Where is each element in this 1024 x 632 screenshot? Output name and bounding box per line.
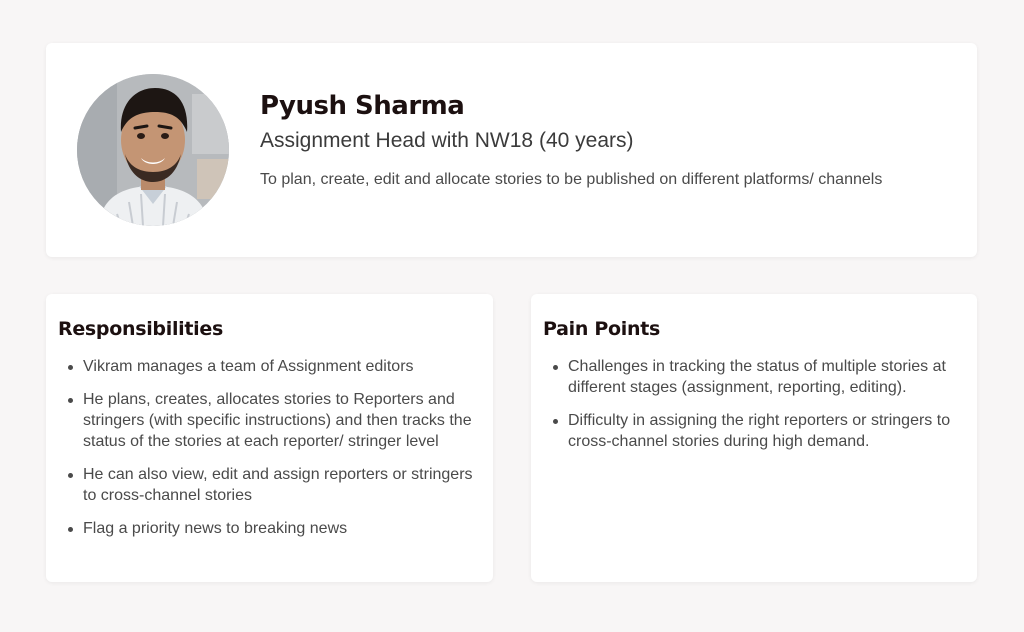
avatar bbox=[77, 74, 229, 226]
responsibilities-card bbox=[46, 294, 493, 582]
persona-role: Assignment Head with NW18 (40 years) bbox=[260, 129, 634, 152]
profile-card bbox=[46, 43, 977, 257]
responsibilities-list bbox=[46, 356, 475, 551]
pain-points-card bbox=[531, 294, 977, 582]
pain-points-list bbox=[531, 356, 960, 464]
list-item: Flag a priority news to breaking news bbox=[83, 518, 475, 539]
list-item: Difficulty in assigning the right reporters or stringers to cross-channel stories during high demand. bbox=[568, 410, 960, 452]
avatar-photo bbox=[77, 74, 229, 226]
list-item: Challenges in tracking the status of multiple stories at different stages (assignment, reporting, editing). bbox=[568, 356, 960, 398]
pain-points-title: Pain Points bbox=[543, 318, 660, 340]
persona-name: Pyush Sharma bbox=[260, 91, 465, 121]
persona-description: To plan, create, edit and allocate stories to be published on different platforms/ channels bbox=[260, 171, 883, 188]
list-item: He plans, creates, allocates stories to Reporters and stringers (with specific instructions) and then tracks the status of the stories at each reporter/ stringer level bbox=[83, 389, 475, 452]
responsibilities-title: Responsibilities bbox=[58, 318, 223, 340]
list-item: He can also view, edit and assign reporters or stringers to cross-channel stories bbox=[83, 464, 475, 506]
list-item: Vikram manages a team of Assignment editors bbox=[83, 356, 475, 377]
